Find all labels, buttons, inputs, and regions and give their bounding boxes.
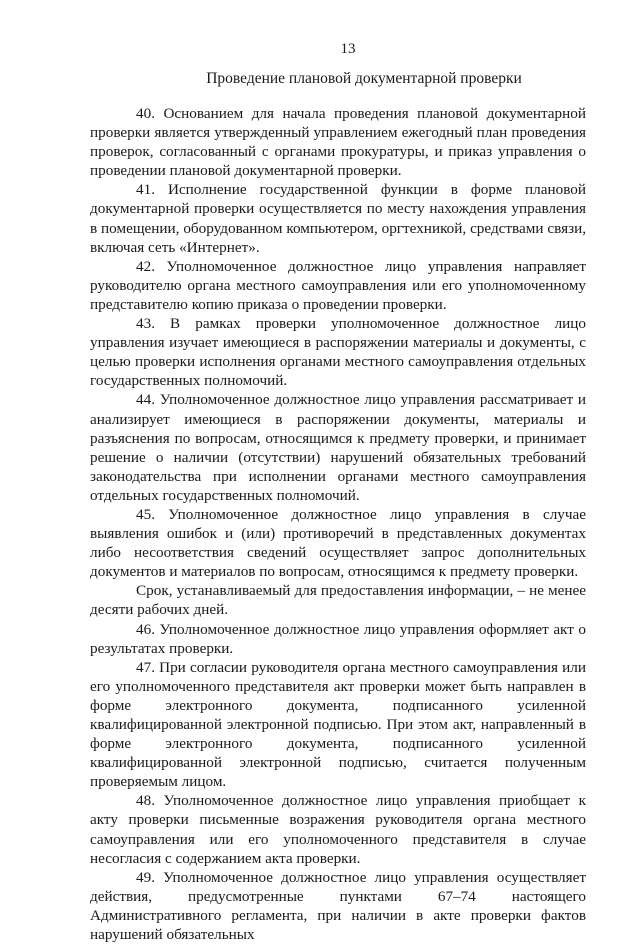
page-number: 13 [340,41,356,57]
paragraph-46: 46. Уполномоченное должностное лицо управления оформляет акт о результатах проверки. [90,620,586,657]
section-heading: Проведение плановой документарной проверки [206,70,522,87]
paragraph-41: 41. Исполнение государственной функции в форме плановой документарной проверки осуществляется по месту нахождения управления в помещении, оборудованном компьютером, оргтехникой, средствами связи, включая сеть «Интернет». [90,181,586,256]
paragraph-40: 40. Основанием для начала проведения плановой документарной проверки является утвержденный управлением ежегодный план проведения проверок, согласованный с органами прокуратуры, и приказ управления о проведении плановой документарной проверки. [90,105,586,180]
paragraph-43: 43. В рамках проверки уполномоченное должностное лицо управления изучает имеющиеся в распоряжении материалы и документы, с целью проверки исполнения органами местного самоуправления отдельных государственных полномочий. [90,315,586,390]
paragraph-45-deadline: Срок, устанавливаемый для предоставления информации, – не менее десяти рабочих дней. [90,582,586,619]
paragraph-45: 45. Уполномоченное должностное лицо управления в случае выявления ошибок и (или) противоречий в представленных документах либо несоответствия сведений осуществляет запрос дополнительных документов и материалов по вопросам, относящимся к предмету проверки. [90,505,586,581]
paragraph-49: 49. Уполномоченное должностное лицо управления осуществляет действия, предусмотренные пунктами 67–74 настоящего Административного регламента, при наличии в акте проверки фактов нарушений обязательных [90,868,586,944]
document-body [90,104,586,944]
paragraph-44: 44. Уполномоченное должностное лицо управления рассматривает и анализирует имеющиеся в распоряжении документы, материалы и разъяснения по вопросам, относящимся к предмету проверки, и принимает решение о наличии (отсутствии) нарушений обязательных требований законодательства при исполнении органами местного самоуправления отдельных государственных полномочий. [90,391,586,504]
paragraph-47: 47. При согласии руководителя органа местного самоуправления или его уполномоченного представителя акт проверки может быть направлен в форме электронного документа, подписанного усиленной квалифицированной электронной подписью. При этом акт, направленный в форме электронного документа, подписанного усиленной квалифицированной электронной подписью, считается полученным проверяемым лицом. [90,658,586,791]
paragraph-48: 48. Уполномоченное должностное лицо управления приобщает к акту проверки письменные возражения руководителя органа местного самоуправления или его уполномоченного представителя в случае несогласия с содержанием акта проверки. [90,792,586,867]
paragraph-42: 42. Уполномоченное должностное лицо управления направляет руководителю органа местного самоуправления или его уполномоченному представителю копию приказа о проведении проверки. [90,257,586,313]
